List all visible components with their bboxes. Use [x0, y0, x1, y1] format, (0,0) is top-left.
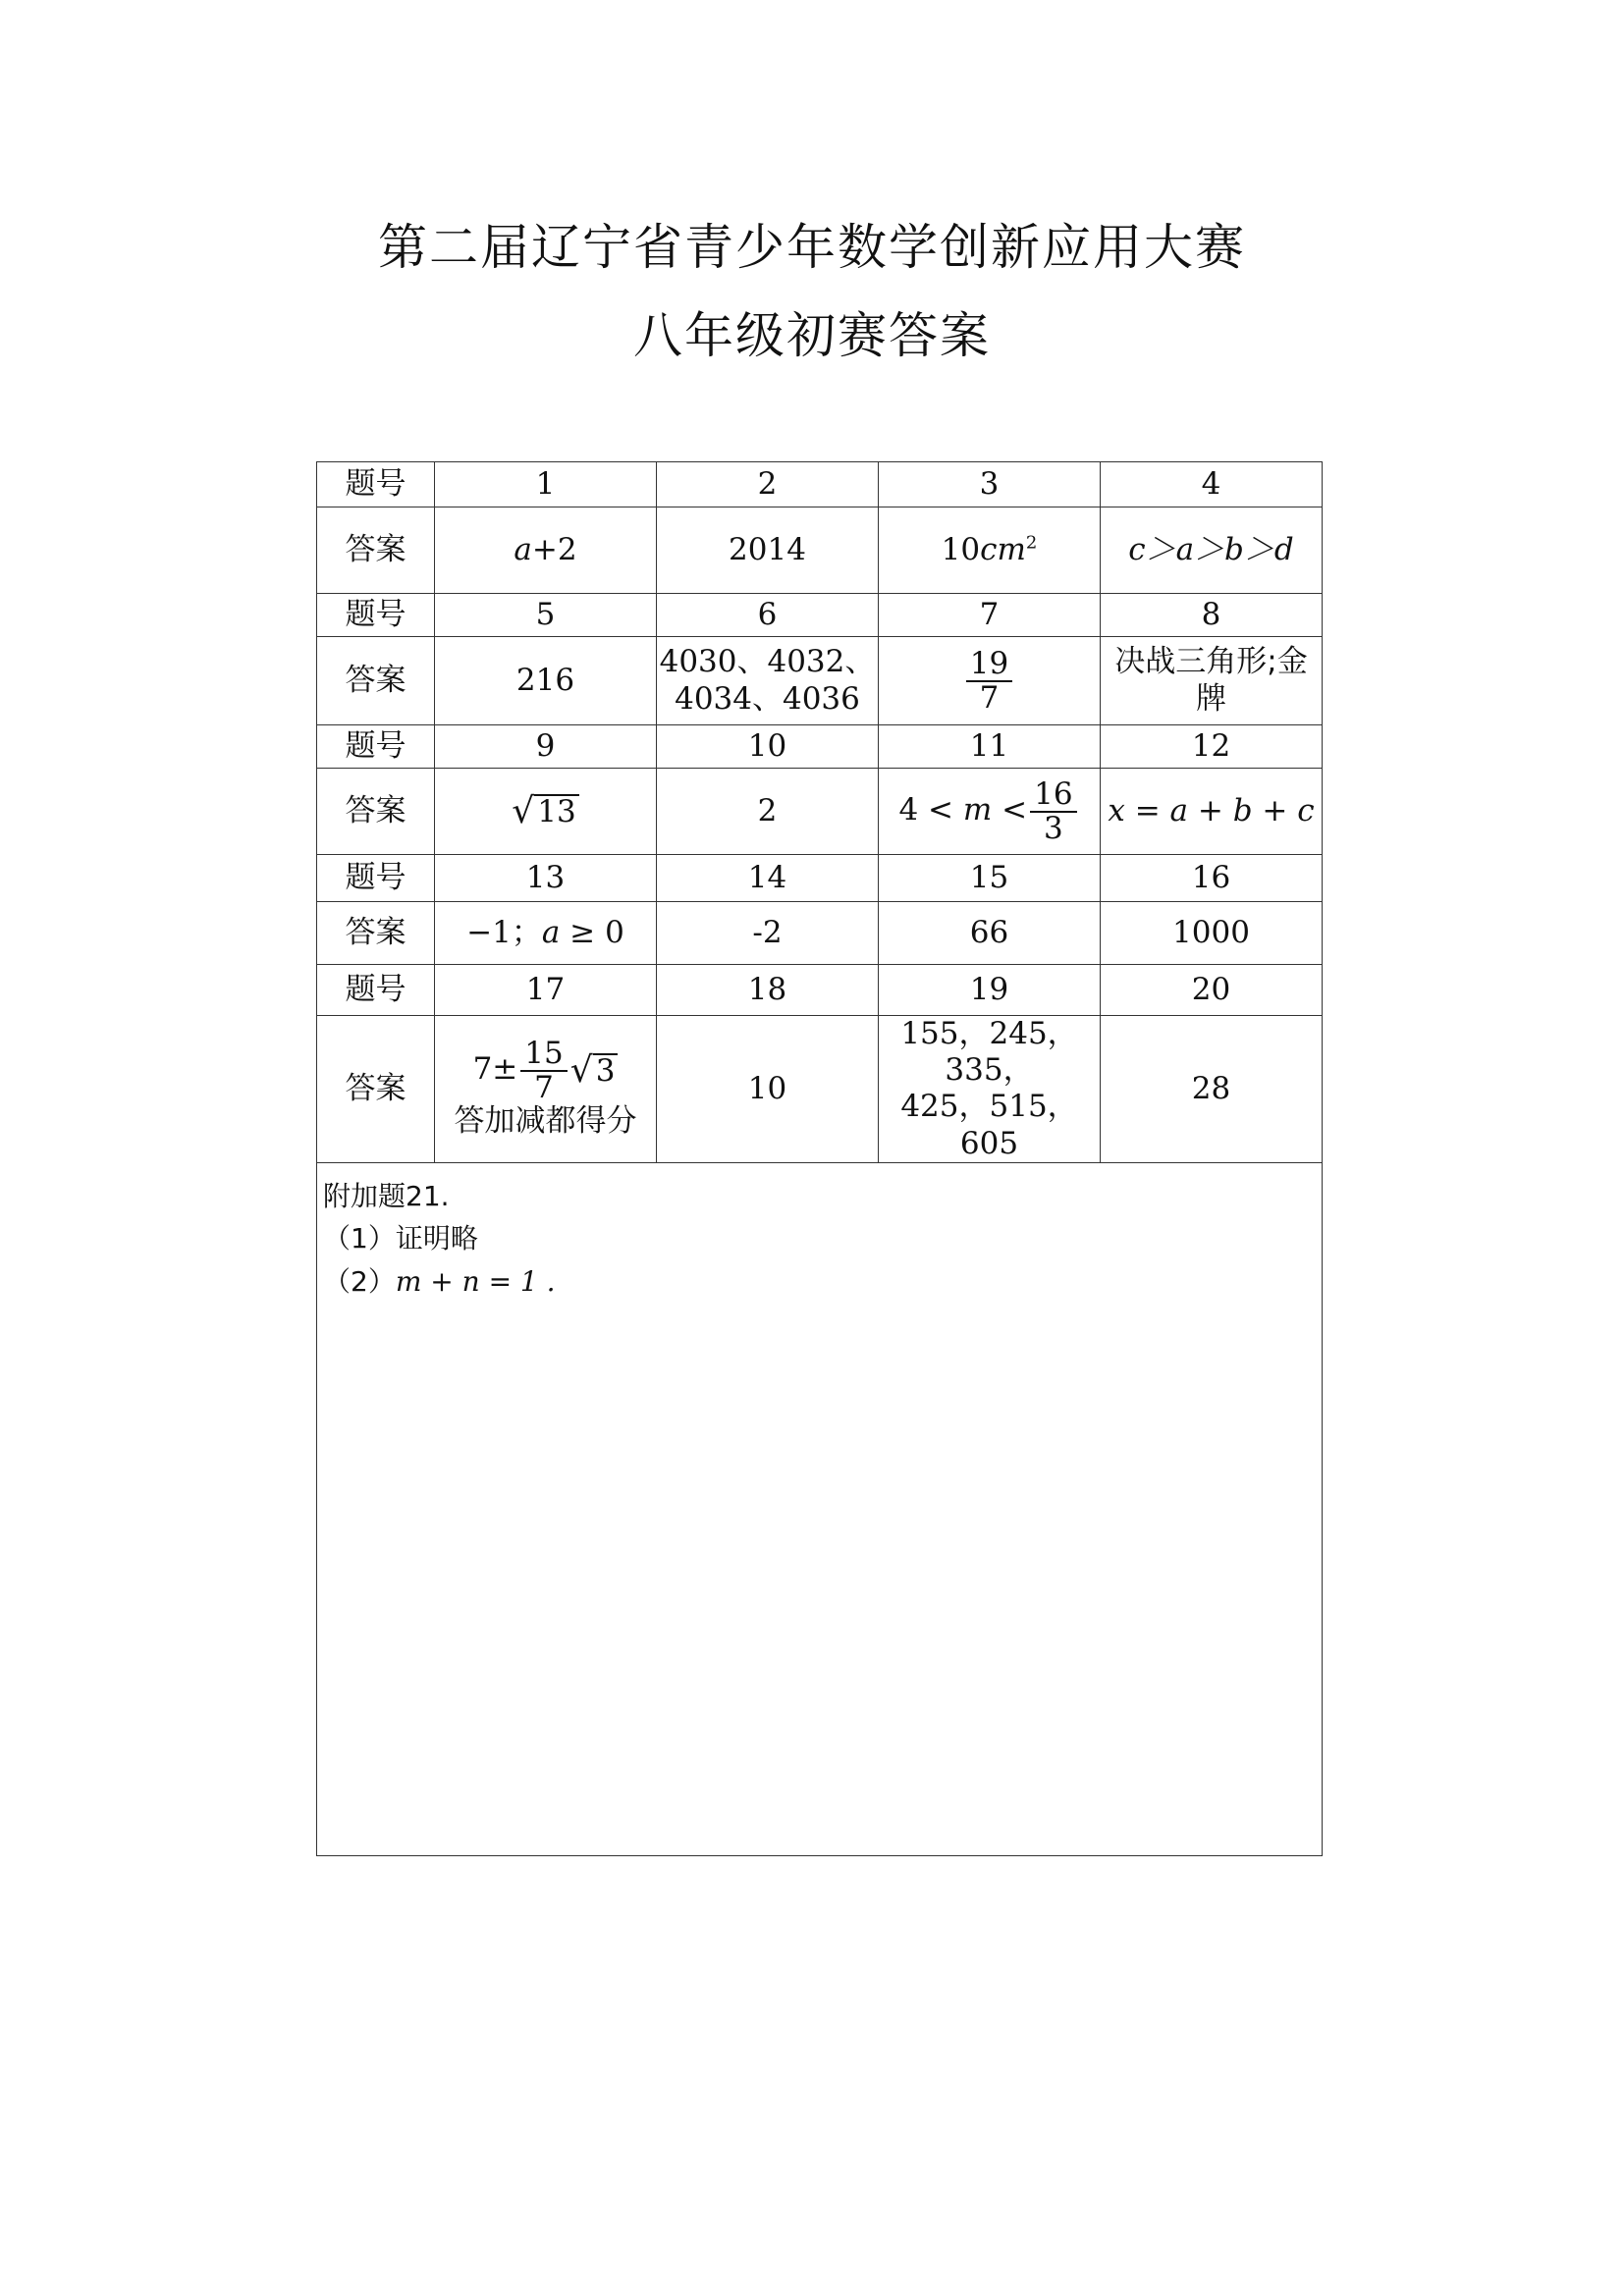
answer-6 — [657, 637, 879, 725]
question-number: 20 — [1101, 965, 1323, 1016]
answer-4: c＞a＞b＞d — [1101, 507, 1323, 594]
question-label: 题号 — [317, 855, 435, 902]
extra-question — [317, 1162, 1323, 1855]
page-subtitle: 八年级初赛答案 — [633, 307, 991, 364]
extra-part1: （1）证明略 — [323, 1222, 478, 1255]
question-number: 7 — [879, 594, 1101, 637]
answer-3-num: 10 — [941, 531, 981, 567]
answer-row — [317, 1016, 1323, 1163]
answer-9 — [435, 769, 657, 855]
extra-part2-prefix: （2） — [323, 1264, 396, 1298]
square-root — [512, 791, 578, 832]
answer-11-var: m — [962, 792, 993, 828]
extra-part2 — [323, 1260, 1316, 1303]
answer-3-unit: cm — [980, 531, 1026, 567]
answer-label: 答案 — [317, 769, 435, 855]
answer-16: 1000 — [1101, 902, 1323, 965]
question-number-row — [317, 855, 1323, 902]
answer-label: 答案 — [317, 902, 435, 965]
radicand: 3 — [593, 1053, 619, 1089]
answer-13-var: a — [541, 914, 561, 950]
question-number: 17 — [435, 965, 657, 1016]
fraction — [520, 1038, 567, 1103]
answer-17 — [435, 1016, 657, 1163]
answer-14: -2 — [657, 902, 879, 965]
question-number: 8 — [1101, 594, 1323, 637]
fraction-numerator: 16 — [1030, 778, 1076, 813]
answer-15: 66 — [879, 902, 1101, 965]
question-number-row — [317, 462, 1323, 507]
answer-10: 2 — [657, 769, 879, 855]
answer-6-line1: 4030、4032、 — [659, 644, 876, 680]
answer-2: 2014 — [657, 507, 879, 594]
question-number-row — [317, 594, 1323, 637]
question-number: 6 — [657, 594, 879, 637]
question-number: 2 — [657, 462, 879, 507]
question-number: 9 — [435, 725, 657, 769]
question-number: 14 — [657, 855, 879, 902]
answer-19-line1: 155，245，335， — [900, 1016, 1078, 1089]
question-number: 10 — [657, 725, 879, 769]
answer-17-expr — [435, 1038, 656, 1103]
answer-19-line2: 425，515，605 — [900, 1089, 1078, 1161]
answer-11-left: 4 < — [898, 792, 963, 828]
answer-label: 答案 — [317, 637, 435, 725]
extra-heading: 附加题21. — [323, 1179, 450, 1212]
question-number: 5 — [435, 594, 657, 637]
answer-5: 216 — [435, 637, 657, 725]
answer-17-note: 答加减都得分 — [454, 1103, 637, 1140]
answer-20: 28 — [1101, 1016, 1323, 1163]
radical-sign-icon: √ — [512, 791, 535, 832]
question-number: 19 — [879, 965, 1101, 1016]
fraction-numerator: 19 — [966, 648, 1012, 682]
question-label: 题号 — [317, 965, 435, 1016]
answer-12: x = a + b + c — [1101, 769, 1323, 855]
answer-17-int: 7± — [472, 1051, 518, 1088]
fraction-denominator: 3 — [1043, 810, 1063, 846]
answer-7 — [879, 637, 1101, 725]
answer-13-value: −1； — [466, 914, 542, 950]
question-number-row — [317, 725, 1323, 769]
answer-row — [317, 637, 1323, 725]
question-number: 18 — [657, 965, 879, 1016]
page-title: 第二届辽宁省青少年数学创新应用大赛 — [378, 219, 1246, 276]
question-number: 4 — [1101, 462, 1323, 507]
radicand: 13 — [534, 794, 578, 829]
square-root — [569, 1049, 619, 1091]
question-number: 15 — [879, 855, 1101, 902]
radical-sign-icon: √ — [569, 1049, 593, 1091]
answer-1-rest: +2 — [531, 531, 577, 567]
answer-label: 答案 — [317, 507, 435, 594]
question-number: 3 — [879, 462, 1101, 507]
question-number: 1 — [435, 462, 657, 507]
answer-13-cond: ≥ 0 — [560, 914, 624, 950]
answer-19 — [879, 1016, 1101, 1163]
answer-label: 答案 — [317, 1016, 435, 1163]
answer-row — [317, 769, 1323, 855]
extra-part2-expr: m + n = 1 . — [395, 1264, 556, 1298]
answer-row — [317, 507, 1323, 594]
question-label: 题号 — [317, 594, 435, 637]
answer-1 — [435, 507, 657, 594]
fraction — [1030, 775, 1076, 846]
question-number: 11 — [879, 725, 1101, 769]
question-label: 题号 — [317, 462, 435, 507]
answer-11 — [879, 769, 1101, 855]
answer-3 — [879, 507, 1101, 594]
extra-question-row — [317, 1162, 1323, 1855]
answer-8: 决战三角形;金牌 — [1101, 637, 1323, 725]
fraction-denominator: 7 — [979, 679, 1000, 716]
answer-3-exp: 2 — [1025, 532, 1038, 554]
answer-18: 10 — [657, 1016, 879, 1163]
answer-row — [317, 902, 1323, 965]
question-number-row — [317, 965, 1323, 1016]
answer-13 — [435, 902, 657, 965]
answer-1-var: a — [514, 531, 532, 567]
answer-11-lt: < — [992, 792, 1028, 828]
answer-table — [316, 461, 1323, 1856]
fraction-denominator: 7 — [534, 1069, 554, 1105]
question-label: 题号 — [317, 725, 435, 769]
answer-6-line2: 4034、4036 — [675, 680, 860, 717]
question-number: 13 — [435, 855, 657, 902]
fraction — [966, 645, 1012, 716]
question-number: 16 — [1101, 855, 1323, 902]
question-number: 12 — [1101, 725, 1323, 769]
fraction-numerator: 15 — [520, 1038, 567, 1072]
